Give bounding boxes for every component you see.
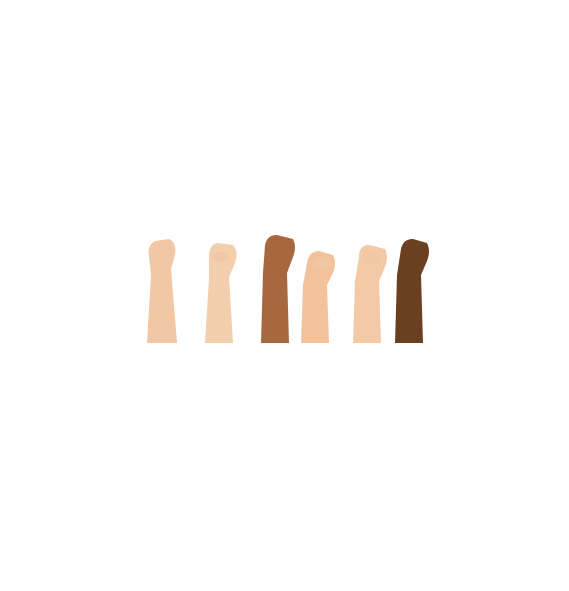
page-title — [93, 14, 473, 61]
hero-image — [97, 145, 471, 343]
raised-hands-illustration — [147, 235, 429, 343]
